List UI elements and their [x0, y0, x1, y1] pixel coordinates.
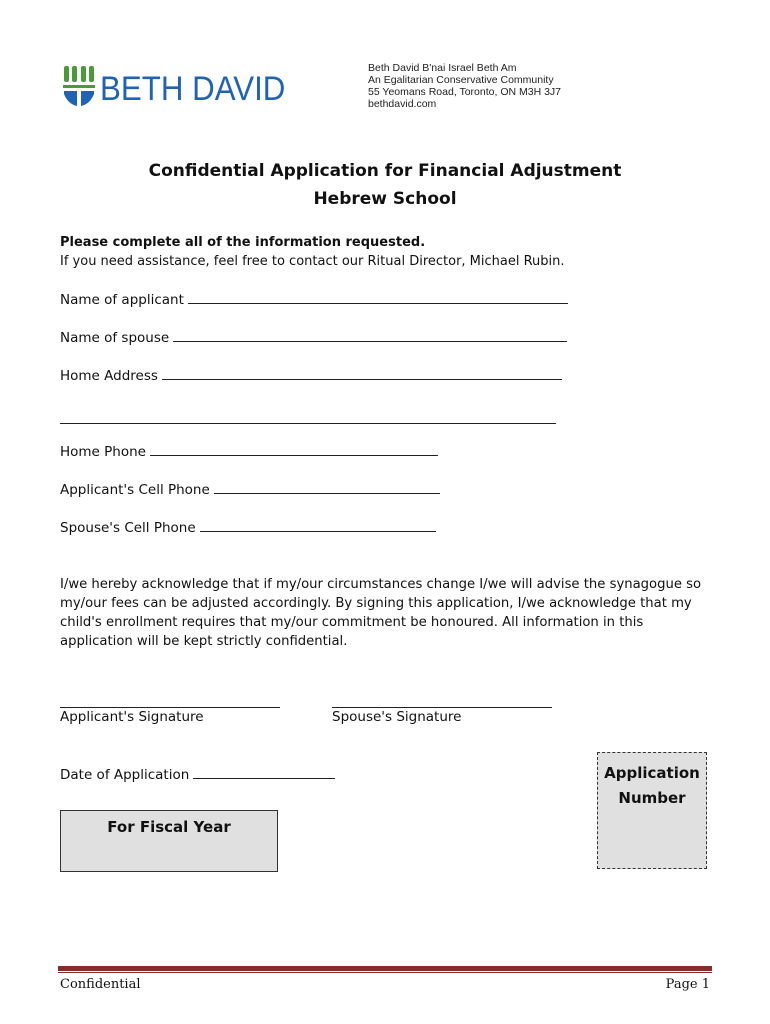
spouse-name-line[interactable] [173, 329, 567, 342]
applicant-cell-line[interactable] [214, 481, 440, 494]
fiscal-year-box [60, 810, 278, 872]
spouse-signature-label: Spouse's Signature [332, 709, 462, 725]
logo [62, 64, 292, 114]
spouse-name-field[interactable] [60, 329, 567, 346]
spouse-name-label: Name of spouse [60, 330, 170, 346]
address-line-2: An Egalitarian Conservative Community [368, 74, 554, 86]
footer-confidential: Confidential [60, 977, 141, 992]
home-phone-label: Home Phone [60, 444, 146, 460]
footer-rule-thin [58, 972, 712, 973]
applicant-signature-label: Applicant's Signature [60, 709, 204, 725]
spouse-cell-field[interactable] [60, 519, 436, 536]
home-phone-line[interactable] [150, 443, 438, 456]
date-of-application-line[interactable] [193, 766, 335, 779]
applicant-name-label: Name of applicant [60, 292, 184, 308]
document-title: Confidential Application for Financial Adjustment [148, 161, 622, 181]
intro-bold: Please complete all of the information requested. [60, 235, 426, 250]
footer-page-number: Page 1 [665, 977, 710, 992]
spouse-cell-line[interactable] [200, 519, 436, 532]
applicant-name-line[interactable] [188, 291, 568, 304]
footer-rule [58, 966, 712, 971]
address-line-1: Beth David B'nai Israel Beth Am [368, 62, 517, 74]
application-number-box [597, 752, 707, 869]
applicant-signature-line[interactable] [60, 707, 280, 708]
home-address-line-2[interactable] [60, 423, 556, 424]
beth-david-logo-mark-icon [62, 64, 96, 110]
acknowledgement-paragraph: I/we hereby acknowledge that if my/our circumstances change I/we will advise the synagogue so my/our fees can be adjusted accordingly. By signing this application, I/we acknowledge that my child's enrollment requires that my/our commitment be honoured. All information in this application will be kept strictly confidential. [60, 577, 702, 649]
document-subtitle: Hebrew School [313, 189, 457, 209]
application-number-line-1: Application [604, 764, 700, 782]
home-phone-field[interactable] [60, 443, 438, 460]
logo-wordmark: BETH DAVID [100, 70, 286, 108]
fiscal-year-label: For Fiscal Year [107, 818, 231, 836]
applicant-name-field[interactable] [60, 291, 568, 308]
address-line-3: 55 Yeomans Road, Toronto, ON M3H 3J7 [368, 86, 562, 98]
home-address-label: Home Address [60, 368, 158, 384]
home-address-field[interactable] [60, 367, 562, 384]
applicant-cell-field[interactable] [60, 481, 440, 498]
intro-text: If you need assistance, feel free to contact our Ritual Director, Michael Rubin. [60, 254, 565, 269]
applicant-cell-label: Applicant's Cell Phone [60, 482, 210, 498]
spouse-signature-line[interactable] [332, 707, 552, 708]
address-line-4: bethdavid.com [368, 98, 437, 110]
spouse-cell-label: Spouse's Cell Phone [60, 520, 196, 536]
date-of-application-label: Date of Application [60, 767, 190, 783]
date-of-application-field[interactable] [60, 766, 335, 783]
application-number-line-2: Number [618, 789, 686, 807]
address-block [368, 62, 561, 110]
home-address-line[interactable] [162, 367, 562, 380]
